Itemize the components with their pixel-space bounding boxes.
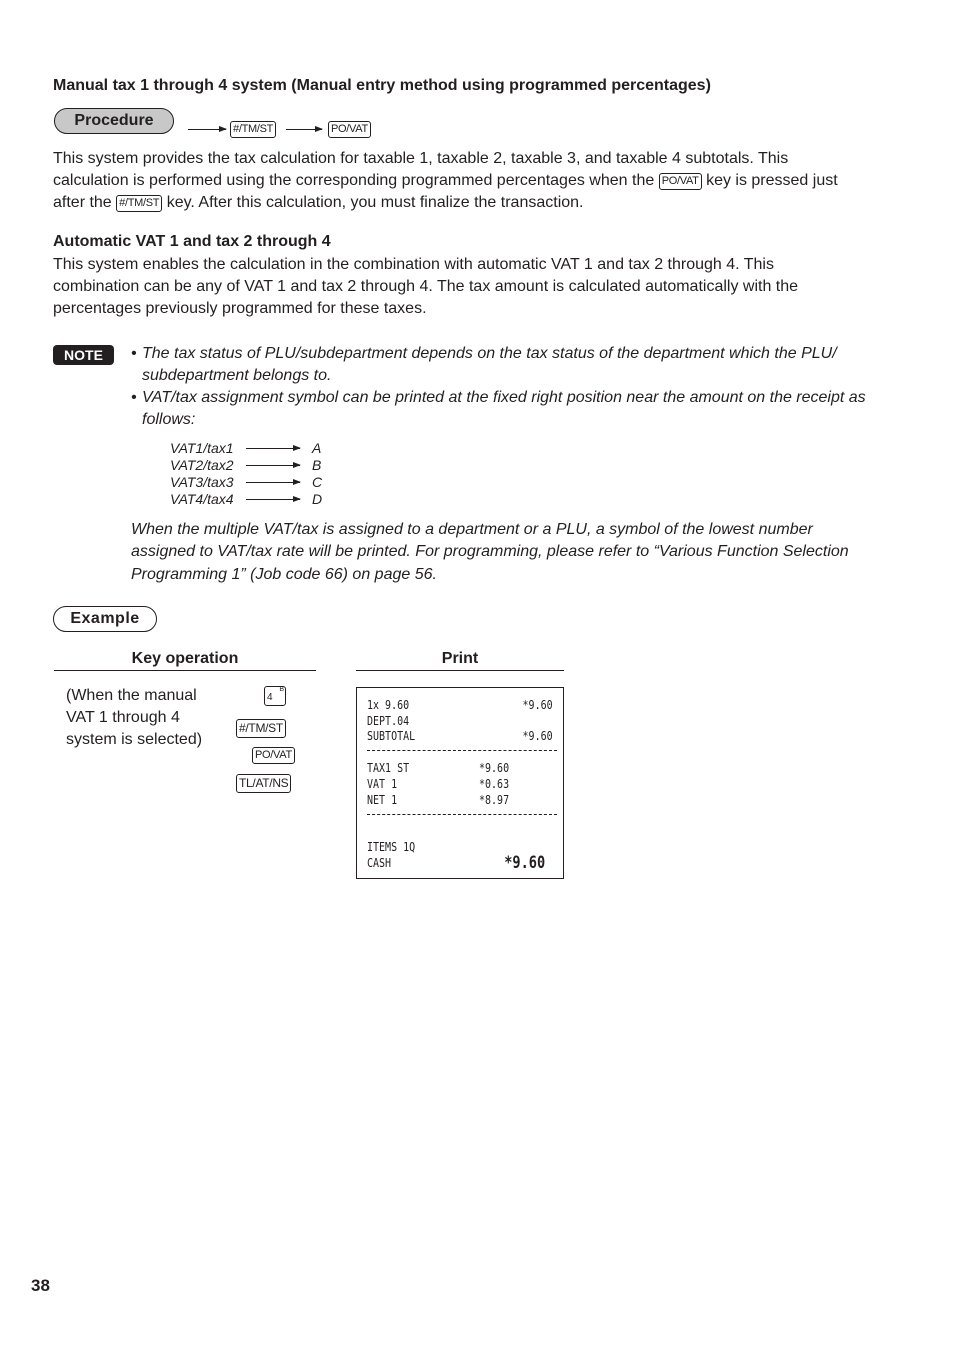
para1-line3 [53, 192, 913, 214]
receipt-print [356, 687, 564, 879]
paragraph-manual-tax [53, 148, 913, 214]
note-after-line1: When the multiple VAT/tax is assigned to a department or a PLU, a symbol of the lowest number [131, 521, 813, 538]
note-badge: NOTE [53, 345, 114, 365]
para1-line2 [53, 170, 913, 192]
mapping-symbol: C [312, 474, 323, 490]
receipt-amount: *0.63 [479, 776, 510, 791]
receipt-total-amount: *9.60 [504, 853, 545, 873]
example-condition [66, 685, 202, 751]
mapping-row [170, 491, 340, 508]
mapping-symbol: B [312, 457, 322, 473]
key-povat: PO/VAT [252, 747, 295, 764]
section-heading-automatic-vat: Automatic VAT 1 and tax 2 through 4 [53, 233, 331, 250]
note-b2-line1: VAT/tax assignment symbol can be printed at the fixed right position near the amount on the receipt as [142, 389, 866, 406]
para2-line3: percentages previously programmed for these taxes. [53, 300, 427, 317]
note-after-line3: Programming 1” (Job code 66) on page 56. [131, 566, 437, 583]
receipt-separator [367, 814, 557, 815]
receipt-line [367, 776, 553, 792]
receipt-amount: *9.60 [479, 760, 510, 775]
condition-line1: (When the manual [66, 687, 197, 704]
mapping-arrow [246, 482, 300, 483]
para2-line1: This system enables the calculation in the combination with automatic VAT 1 and tax 2 through 4. This [53, 256, 774, 273]
condition-line2: VAT 1 through 4 [66, 709, 180, 726]
mapping-row [170, 457, 340, 474]
mapping-tax: VAT3/tax3 [170, 474, 234, 490]
receipt-line [367, 792, 553, 808]
receipt-amount: *8.97 [479, 792, 510, 807]
receipt-text: 1x 9.60 [367, 697, 410, 712]
receipt-text: DEPT.04 [367, 713, 410, 728]
procedure-arrow-1 [188, 121, 226, 139]
para1-line3-text-b: key. After this calculation, you must finalize the transaction. [166, 194, 584, 211]
para1-line1: This system provides the tax calculation for taxable 1, taxable 2, taxable 3, and taxable 4 subtotals. This [53, 150, 789, 167]
mapping-row [170, 474, 340, 491]
paragraph-automatic-vat [53, 254, 913, 320]
receipt-amount: *9.60 [522, 728, 553, 743]
key-tmst: #/TM/ST [236, 719, 286, 738]
key-tlatns: TL/AT/NS [236, 774, 291, 793]
note-after-line2: assigned to VAT/tax rate will be printed. For programming, please refer to “Various Function Selection [131, 543, 849, 560]
section-heading-manual-tax: Manual tax 1 through 4 system (Manual entry method using programmed percentages) [53, 77, 711, 94]
para1-line3-text-a: after the [53, 194, 112, 211]
note-after-mapping [131, 519, 911, 586]
receipt-text: TAX1 ST [367, 760, 410, 775]
receipt-line [367, 728, 553, 744]
inline-key-povat: PO/VAT [659, 173, 702, 190]
note-bullet-1 [131, 343, 901, 387]
note-b2-line2: follows: [142, 411, 196, 428]
key-4 [264, 686, 286, 706]
para2-line2: combination can be any of VAT 1 and tax 2 through 4. The tax amount is calculated automatically with the [53, 278, 799, 295]
mapping-tax: VAT2/tax2 [170, 457, 234, 473]
example-badge: Example [53, 606, 157, 632]
bullet-2: • [131, 389, 137, 406]
receipt-text: CASH [367, 855, 392, 870]
procedure-badge: Procedure [54, 108, 174, 134]
receipt-text: ITEMS 1Q [367, 839, 416, 854]
receipt-amount: *9.60 [522, 697, 553, 712]
note-bullet-2 [131, 387, 901, 431]
mapping-symbol: A [312, 440, 322, 456]
key-4-main: 4 [267, 692, 273, 703]
mapping-arrow [246, 499, 300, 500]
receipt-line [367, 713, 553, 729]
mapping-tax: VAT1/tax1 [170, 440, 234, 456]
receipt-text: VAT 1 [367, 776, 398, 791]
procedure-key-povat: PO/VAT [328, 121, 371, 138]
page-number: 38 [31, 1276, 50, 1295]
mapping-arrow [246, 448, 300, 449]
receipt-line [367, 760, 553, 776]
para1-line2-text-a: calculation is performed using the corresponding programmed percentages when the [53, 172, 655, 189]
print-header: Print [356, 650, 564, 671]
key-operation-header: Key operation [54, 650, 316, 671]
bullet-1: • [131, 345, 137, 362]
receipt-text: NET 1 [367, 792, 398, 807]
mapping-arrow [246, 465, 300, 466]
receipt-line [367, 697, 553, 713]
para1-line2-text-b: key is pressed just [706, 172, 838, 189]
key-4-sub: B [279, 686, 284, 693]
mapping-symbol: D [312, 491, 323, 507]
mapping-row [170, 440, 340, 457]
inline-key-tmst: #/TM/ST [116, 195, 162, 212]
condition-line3: system is selected) [66, 731, 203, 748]
receipt-text: SUBTOTAL [367, 728, 416, 743]
receipt-line [367, 855, 553, 871]
vat-symbol-mapping [170, 440, 340, 508]
note-b1-line1: The tax status of PLU/subdepartment depends on the tax status of the department which the PLU/ [142, 345, 837, 362]
mapping-tax: VAT4/tax4 [170, 491, 234, 507]
procedure-key-tmst: #/TM/ST [230, 121, 276, 138]
note-b1-line2: subdepartment belongs to. [142, 367, 332, 384]
receipt-separator [367, 750, 557, 751]
